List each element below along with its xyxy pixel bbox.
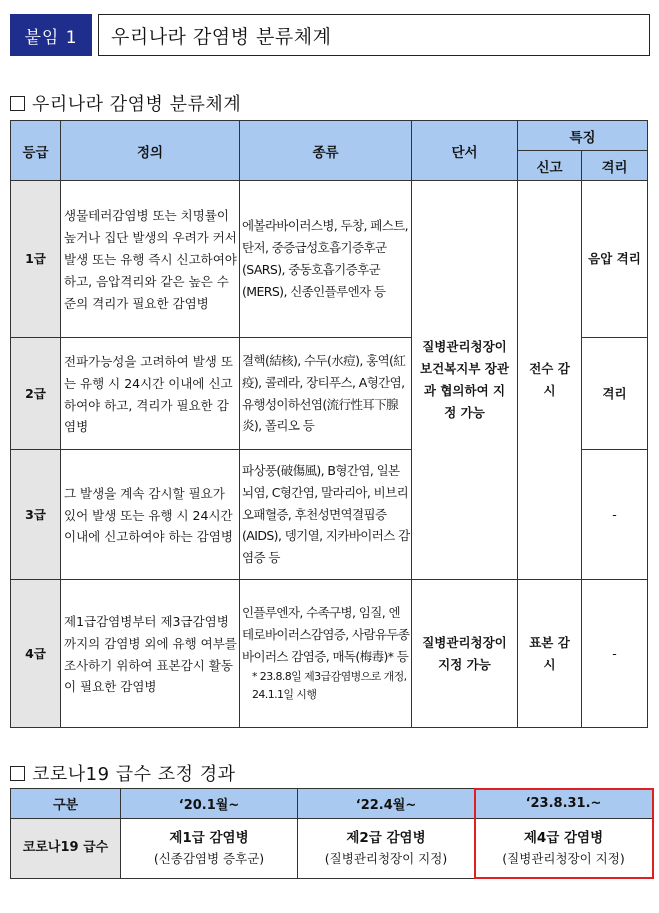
types-cell: 결핵(結核), 수두(水痘), 홍역(紅疫), 콜레라, 장티푸스, A형간염, 유행성이하선염(流行性耳下腺炎), 폴리오 등 [240,338,412,450]
types-cell [240,580,412,728]
grade-sub: (질병관리청장이 지정) [502,851,625,867]
definition-cell: 그 발생을 계속 감시할 필요가 있어 발생 또는 유행 시 24시간 이내에 신고하여야 하는 감염병 [61,450,240,580]
types-text: 인플루엔자, 수족구병, 임질, 엔테로바이러스감염증, 사람유두종바이러스 감염증, 매독(梅毒)* 등 [242,605,410,664]
grade-sub: (질병관리청장이 지정) [324,851,448,867]
header-title: 우리나라 감염병 분류체계 [98,14,650,56]
section-title-covid [10,760,236,786]
definition-cell: 생물테러감염병 또는 치명률이 높거나 집단 발생의 우려가 커서 발생 또는 유행 즉시 신고하여야 하고, 음압격리와 같은 높은 수준의 격리가 필요한 감염병 [61,181,240,338]
report-cell: 표본 감시 [518,580,582,728]
agency-cell: 질병관리청장이 지정 가능 [412,580,518,728]
header-isolation: 격리 [582,151,648,181]
isolation-cell: 음압 격리 [582,181,648,338]
table-row [11,580,648,728]
section-title-text: 코로나19 급수 조정 경과 [32,764,236,785]
attachment-tag: 붙임 1 [10,14,92,56]
grade-main: 제1급 감염병 [169,830,249,847]
definition-cell: 제1급감염병부터 제3급감염병까지의 감염병 외에 유행 여부를 조사하기 위하여 표본감시 활동이 필요한 감염병 [61,580,240,728]
grade-cell: 2급 [11,338,61,450]
header-grade: 등급 [11,121,61,181]
isolation-cell: - [582,580,648,728]
grade-cell: 3급 [11,450,61,580]
page-header [10,14,650,56]
report-cell: 전수 감시 [518,181,582,580]
section-title-classification [10,90,241,116]
types-cell: 에볼라바이러스병, 두창, 페스트, 탄저, 중증급성호흡기증후군(SARS), 중동호흡기증후군(MERS), 신종인플루엔자 등 [240,181,412,338]
covid-grade-cell [298,819,475,879]
header-category: 구분 [11,789,121,819]
isolation-cell: - [582,450,648,580]
row-label: 코로나19 급수 [11,819,121,879]
section-title-text: 우리나라 감염병 분류체계 [32,94,242,115]
checkbox-icon [10,766,25,781]
covid-grade-cell [475,819,653,879]
types-cell: 파상풍(破傷風), B형간염, 일본뇌염, C형간염, 말라리아, 비브리오패혈증, 후천성면역결핍증(AIDS), 뎅기열, 지카바이러스 감염증 등 [240,450,412,580]
isolation-cell: 격리 [582,338,648,450]
header-period: ‘22.4월~ [298,789,475,819]
header-agency: 단서 [412,121,518,181]
grade-cell: 4급 [11,580,61,728]
classification-table [10,120,648,728]
table-row [11,181,648,338]
agency-cell: 질병관리청장이 보건복지부 장관과 협의하여 지정 가능 [412,181,518,580]
grade-cell: 1급 [11,181,61,338]
header-types: 종류 [240,121,412,181]
definition-cell: 전파가능성을 고려하여 발생 또는 유행 시 24시간 이내에 신고하여야 하고, 격리가 필요한 감염병 [61,338,240,450]
grade-main: 제2급 감염병 [346,830,426,847]
covid-grade-table [10,788,653,879]
header-report: 신고 [518,151,582,181]
header-period: ‘20.1월~ [121,789,298,819]
footnote: * 23.8.8일 제3급감염병으로 개정, 24.1.1일 시행 [252,669,407,702]
header-definition: 정의 [61,121,240,181]
header-features: 특징 [518,121,648,151]
grade-main: 제4급 감염병 [523,830,604,847]
header-period: ‘23.8.31.~ [475,789,653,819]
checkbox-icon [10,96,25,111]
grade-sub: (신종감염병 증후군) [153,851,265,867]
covid-grade-cell [121,819,298,879]
